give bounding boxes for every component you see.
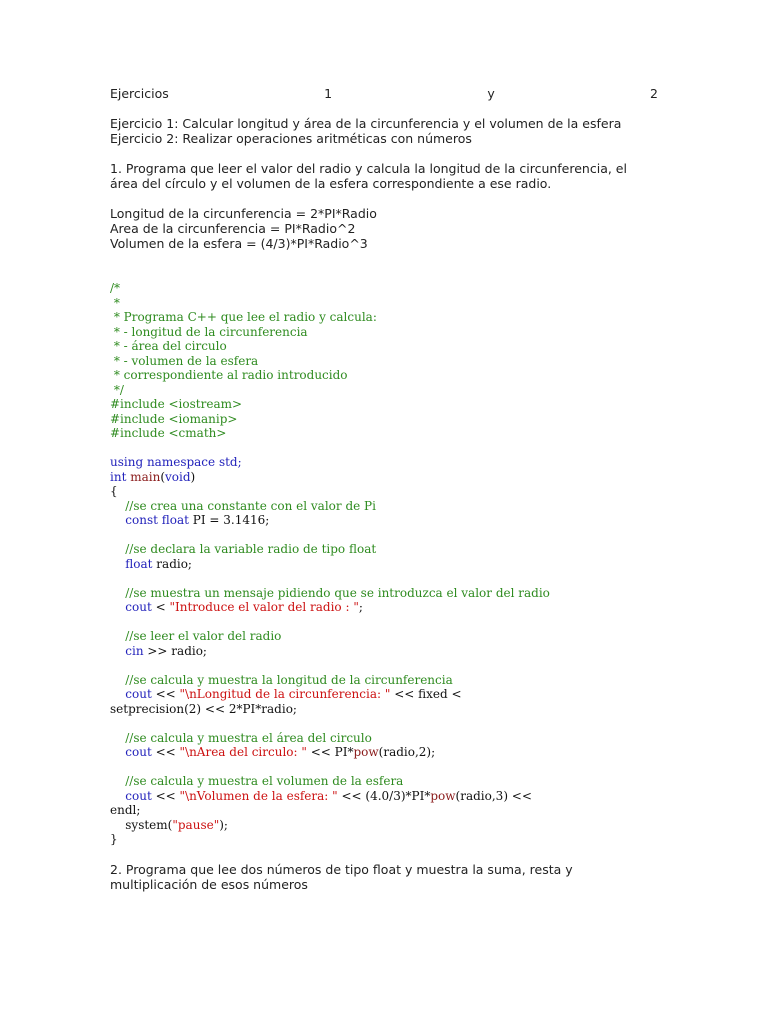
formula-longitud: Longitud de la circunferencia = 2*PI*Radio	[110, 206, 377, 221]
code-keyword: int	[110, 469, 127, 484]
code-comment: //se calcula y muestra la longitud de la circunferencia	[125, 672, 453, 687]
code-comment: //se declara la variable radio de tipo float	[125, 542, 377, 556]
code-function: pow	[430, 788, 456, 803]
code-text: <<	[151, 788, 180, 803]
code-comment: */	[110, 382, 124, 397]
code-string: "\nLongitud de la circunferencia: "	[179, 687, 391, 701]
code-text: >> radio;	[143, 643, 207, 658]
code-string: "Introduce el valor del radio : "	[169, 600, 359, 614]
code-keyword: void	[165, 469, 191, 484]
code-text: radio;	[152, 556, 192, 571]
header-y: y	[487, 86, 495, 101]
code-keyword: float	[125, 556, 153, 571]
exercise-2-title: Ejercicio 2: Realizar operaciones aritméticas con números	[110, 131, 472, 146]
code-text: (radio,2);	[378, 745, 436, 759]
header-mid: 1	[324, 86, 333, 101]
code-function: pow	[353, 745, 379, 759]
code-comment: * - volumen de la esfera	[110, 353, 259, 368]
code-comment: * Programa C++ que lee el radio y calcula:	[110, 310, 377, 324]
code-keyword: cin	[125, 643, 144, 658]
code-text: << fixed < setprecision(2) << 2*PI*radio;	[110, 687, 462, 716]
code-comment: //se crea una constante con el valor de Pi	[125, 498, 376, 513]
header-left: Ejercicios	[110, 86, 169, 101]
document-page	[110, 86, 658, 892]
code-text: <<	[151, 745, 180, 759]
code-comment: /*	[110, 281, 121, 295]
code-comment: * correspondiente al radio introducido	[110, 368, 348, 382]
code-include: #include <iomanip>	[110, 411, 238, 426]
code-text: <	[151, 600, 170, 614]
code-block: /* * * Programa C++ que lee el radio y calcula: * - longitud de la circunferencia * - área del circulo * - volumen de la esfera * correspondiente al radio introducido */ #include <iostream> #include <iomanip> #include <cmath> using namespace std; int main(void) { //se crea una constante con el valor de Pi const float PI = 3.1416; //se declara la variable radio de tipo float float radio; //se muestra un mensaje pidiendo que se introduzca el valor del radio cout < "Introduce el valor del radio : "; //se leer el valor del radio cin >> radio; //se calcula y muestra la longitud de la circunferencia cout << "\nLongitud de la circunferencia: " << fixed < setprecision(2) << 2*PI*radio; //se calcula y muestra el área del circulo cout << "\nArea del circulo: " << PI*pow(radio,2); //se calcula y muestra el volumen de la esfera cout << "\nVolumen de la esfera: " << (4.0/3)*PI*pow(radio,3) << endl; system("pause"); }	[110, 281, 550, 846]
code-include: #include <iostream>	[110, 397, 243, 411]
code-string: "pause"	[172, 817, 220, 832]
code-string: "\nArea del circulo: "	[179, 745, 307, 759]
code-keyword: cout	[125, 600, 152, 614]
code-text: << PI*	[306, 745, 354, 759]
code-keyword: cout	[125, 788, 152, 803]
code-text: << (4.0/3)*PI*	[337, 788, 431, 803]
code-text: ;	[358, 600, 363, 614]
document-header	[110, 86, 658, 101]
code-comment: //se muestra un mensaje pidiendo que se introduzca el valor del radio	[125, 585, 550, 600]
code-include: #include <cmath>	[110, 426, 227, 440]
code-keyword: cout	[125, 687, 152, 701]
code-text: );	[219, 817, 228, 832]
formula-area: Area de la circunferencia = PI*Radio^2	[110, 221, 356, 236]
code-brace: }	[110, 832, 118, 846]
code-string: "\nVolumen de la esfera: "	[179, 788, 338, 803]
code-comment: * - área del circulo	[110, 339, 227, 353]
code-keyword: const float	[125, 513, 189, 527]
header-right: 2	[650, 86, 658, 101]
code-brace: {	[110, 484, 118, 498]
formula-volumen: Volumen de la esfera = (4/3)*PI*Radio^3	[110, 236, 368, 251]
code-comment: //se leer el valor del radio	[125, 629, 282, 643]
program-2-description: 2. Programa que lee dos números de tipo float y muestra la suma, resta y multiplicación de esos números	[110, 861, 573, 892]
program-1-description: 1. Programa que leer el valor del radio y calcula la longitud de la circunferencia, el área del círculo y el volumen de la esfera correspondiente a ese radio.	[110, 161, 627, 191]
code-comment: //se calcula y muestra el área del circulo	[125, 730, 372, 745]
code-keyword: cout	[125, 745, 152, 759]
code-comment: //se calcula y muestra el volumen de la esfera	[125, 774, 404, 788]
code-using: using namespace std;	[110, 455, 242, 469]
code-function: main	[130, 469, 161, 484]
code-text: <<	[151, 687, 180, 701]
code-text: (radio,3) << endl;	[110, 788, 532, 817]
code-text: system(	[125, 817, 173, 832]
exercise-1-title: Ejercicio 1: Calcular longitud y área de la circunferencia y el volumen de la esfera	[110, 116, 622, 131]
code-comment: * - longitud de la circunferencia	[110, 324, 308, 339]
code-comment: *	[110, 295, 120, 310]
code-text: PI = 3.1416;	[188, 513, 270, 527]
